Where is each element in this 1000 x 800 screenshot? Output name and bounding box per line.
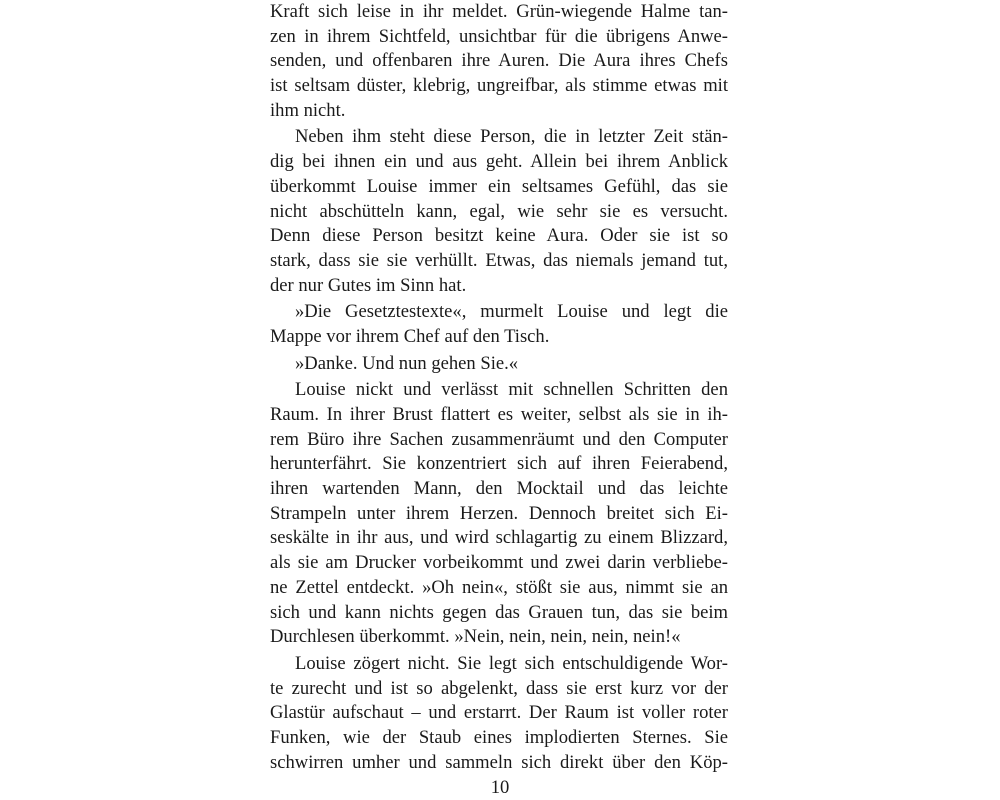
text-line: Louise zögert nicht. Sie legt sich entschuldigende Wor- bbox=[295, 652, 728, 674]
text-line: stark, dass sie sie verhüllt. Etwas, das niemals jemand tut, bbox=[270, 249, 728, 271]
text-line: zen in ihrem Sichtfeld, unsichtbar für die übrigens Anwe- bbox=[270, 25, 728, 47]
text-line: sich und kann nichts gegen das Grauen tun, das sie beim bbox=[270, 601, 728, 623]
text-line: der nur Gutes im Sinn hat. bbox=[270, 274, 467, 296]
text-line: Funken, wie der Staub eines implodierten Sternes. Sie bbox=[270, 726, 728, 748]
text-line: »Danke. Und nun gehen Sie.« bbox=[295, 352, 519, 374]
text-line: Louise nickt und verlässt mit schnellen Schritten den bbox=[295, 379, 728, 401]
text-line: ihm nicht. bbox=[270, 99, 346, 121]
text-line: Kraft sich leise in ihr meldet. Grün-wiegende Halme tan- bbox=[270, 1, 728, 22]
page-number: 10 bbox=[490, 777, 510, 798]
paragraph-1 bbox=[270, 0, 728, 123]
text-line: Neben ihm steht diese Person, die in letzter Zeit stän- bbox=[295, 126, 728, 148]
paragraph-6 bbox=[270, 652, 728, 775]
book-page bbox=[270, 0, 728, 775]
text-line: Glastür aufschaut – und erstarrt. Der Raum ist voller roter bbox=[270, 702, 728, 724]
text-line: überkommt Louise immer ein seltsames Gefühl, das sie bbox=[270, 175, 728, 197]
paragraph-5 bbox=[270, 378, 728, 650]
text-line: senden, und offenbaren ihre Auren. Die Aura ihres Chefs bbox=[270, 50, 728, 72]
text-line: dig bei ihnen ein und aus geht. Allein bei ihrem Anblick bbox=[270, 151, 728, 173]
text-line: nicht abschütteln kann, egal, wie sehr sie es versucht. bbox=[270, 200, 728, 222]
text-line: ne Zettel entdeckt. »Oh nein«, stößt sie aus, nimmt sie an bbox=[270, 576, 728, 598]
paragraph-3 bbox=[270, 300, 728, 349]
text-line: rem Büro ihre Sachen zusammenräumt und den Computer bbox=[270, 428, 728, 450]
paragraph-4 bbox=[270, 352, 728, 377]
paragraph-2 bbox=[270, 125, 728, 298]
text-line: ihren wartenden Mann, den Mocktail und das leichte bbox=[270, 478, 728, 500]
text-line: Durchlesen überkommt. »Nein, nein, nein, nein, nein!« bbox=[270, 626, 681, 648]
text-line: Strampeln unter ihrem Herzen. Dennoch breitet sich Ei- bbox=[270, 502, 728, 524]
text-line: »Die Gesetztestexte«, murmelt Louise und legt die bbox=[295, 301, 728, 323]
text-line: als sie am Drucker vorbeikommt und zwei darin verbliebe- bbox=[270, 552, 728, 574]
text-line: Mappe vor ihrem Chef auf den Tisch. bbox=[270, 325, 550, 347]
text-line: Denn diese Person besitzt keine Aura. Oder sie ist so bbox=[270, 225, 728, 247]
text-line: ist seltsam düster, klebrig, ungreifbar, als stimme etwas mit bbox=[270, 75, 728, 97]
text-line: Raum. In ihrer Brust flattert es weiter, selbst als sie in ih- bbox=[270, 404, 728, 425]
text-line: schwirren umher und sammeln sich direkt über den Köp- bbox=[270, 751, 728, 773]
text-line: seskälte in ihr aus, und wird schlagartig zu einem Blizzard, bbox=[270, 527, 728, 549]
text-line: herunterfährt. Sie konzentriert sich auf ihren Feierabend, bbox=[270, 453, 728, 475]
text-line: te zurecht und ist so abgelenkt, dass sie erst kurz vor der bbox=[270, 677, 728, 699]
